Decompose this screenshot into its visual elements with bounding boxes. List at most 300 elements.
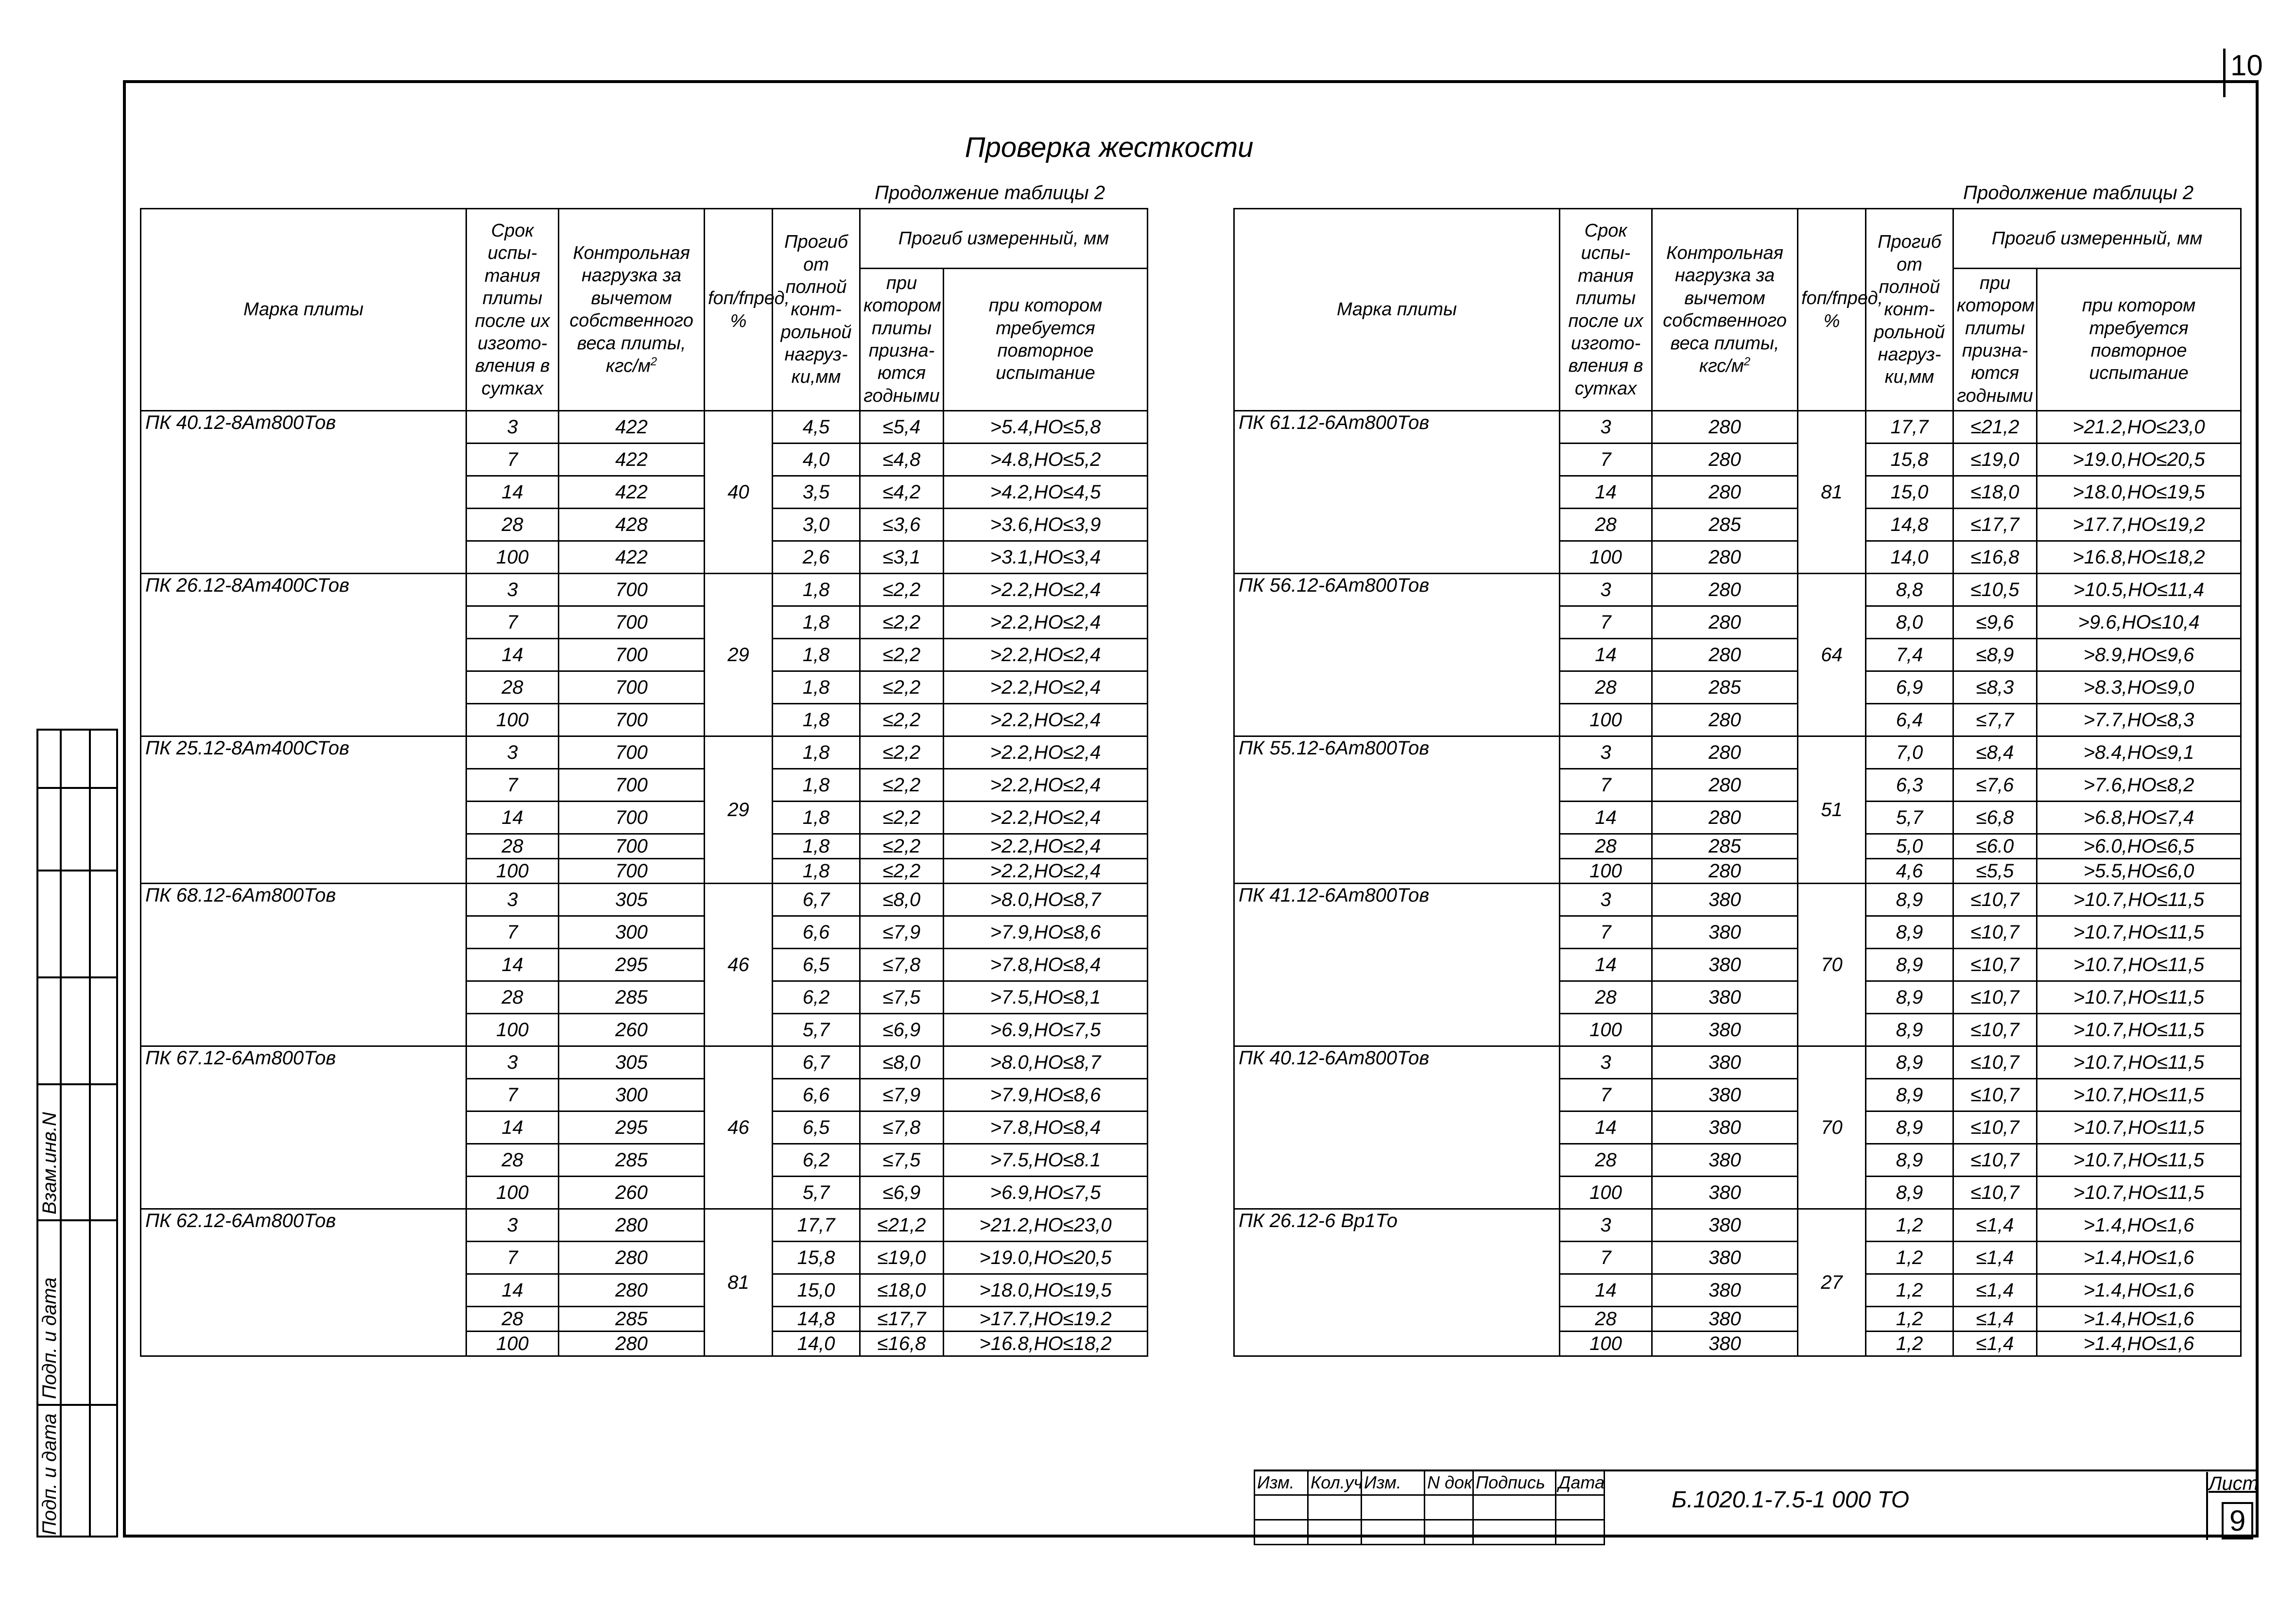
- cell-accepted: ≤4,2: [860, 476, 944, 509]
- table-row: [1234, 1046, 2241, 1079]
- cell-accepted: ≤19,0: [1953, 444, 2037, 476]
- cell-retest: >2.2,НО≤2,4: [944, 639, 1148, 671]
- side-stamp-vzam: Взам.инв.N: [39, 1112, 60, 1214]
- cell-retest: >4.2,НО≤4,5: [944, 476, 1148, 509]
- tb-empty: [1255, 1495, 1308, 1520]
- cell-accepted: ≤7,9: [860, 1079, 944, 1111]
- cell-deflection-full: 4,0: [773, 444, 860, 476]
- cell-load: 422: [559, 476, 705, 509]
- cell-retest: >1.4,НО≤1,6: [2037, 1307, 2241, 1332]
- cell-term: 14: [466, 1111, 559, 1144]
- cell-deflection-full: 14,0: [1866, 541, 1953, 574]
- cell-accepted: ≤10,7: [1953, 949, 2037, 981]
- cell-deflection-full: 6,6: [773, 1079, 860, 1111]
- tb-empty: [1425, 1520, 1473, 1545]
- cell-retest: >10.7,НО≤11,5: [2037, 1014, 2241, 1046]
- tb-col-ndok: N док: [1425, 1470, 1473, 1495]
- cell-deflection-full: 1,8: [773, 736, 860, 769]
- cell-load: 700: [559, 769, 705, 802]
- cell-ratio: 81: [1798, 411, 1866, 574]
- cell-deflection-full: 8,9: [1866, 884, 1953, 916]
- table-row: [1234, 411, 2241, 444]
- cell-accepted: ≤8,0: [860, 884, 944, 916]
- cell-accepted: ≤10,7: [1953, 1079, 2037, 1111]
- cell-deflection-full: 4,6: [1866, 859, 1953, 884]
- cell-term: 14: [1560, 1111, 1652, 1144]
- cell-accepted: ≤10,7: [1953, 1144, 2037, 1177]
- cell-load: 305: [559, 884, 705, 916]
- cell-retest: >7.9,НО≤8,6: [944, 916, 1148, 949]
- cell-accepted: ≤7,6: [1953, 769, 2037, 802]
- cell-retest: >1.4,НО≤1,6: [2037, 1209, 2241, 1242]
- cell-term: 14: [466, 639, 559, 671]
- cell-accepted: ≤6,9: [860, 1177, 944, 1209]
- cell-deflection-full: 8,9: [1866, 949, 1953, 981]
- cell-retest: >10.7,НО≤11,5: [2037, 884, 2241, 916]
- cell-load: 260: [559, 1177, 705, 1209]
- header-retest: при котором требуется повторное испытание: [2037, 269, 2241, 411]
- cell-term: 100: [1560, 541, 1652, 574]
- cell-deflection-full: 1,8: [773, 671, 860, 704]
- cell-ratio: 51: [1798, 736, 1866, 884]
- cell-term: 28: [1560, 671, 1652, 704]
- cell-term: 3: [1560, 1209, 1652, 1242]
- cell-deflection-full: 1,8: [773, 704, 860, 736]
- header-accepted: при котором плиты призна-ются годными: [1953, 269, 2037, 411]
- cell-retest: >6.8,НО≤7,4: [2037, 802, 2241, 834]
- cell-accepted: ≤2,2: [860, 704, 944, 736]
- cell-term: 7: [1560, 1079, 1652, 1111]
- tb-empty: [1473, 1520, 1556, 1545]
- tb-col-data: Дата: [1556, 1470, 1605, 1495]
- cell-retest: >7.8,НО≤8,4: [944, 949, 1148, 981]
- cell-accepted: ≤6,9: [860, 1014, 944, 1046]
- cell-deflection-full: 8,9: [1866, 1079, 1953, 1111]
- cell-ratio: 70: [1798, 1046, 1866, 1209]
- cell-accepted: ≤8,9: [1953, 639, 2037, 671]
- cell-accepted: ≤1,4: [1953, 1242, 2037, 1274]
- cell-accepted: ≤7,8: [860, 949, 944, 981]
- header-measured: Прогиб измеренный, мм: [1953, 209, 2241, 269]
- cell-load: 700: [559, 736, 705, 769]
- cell-load: 280: [1652, 859, 1798, 884]
- header-ratio: fоп/fпред, %: [705, 209, 773, 411]
- side-stamp-row-2: [36, 870, 118, 871]
- stiffness-table-right: [1233, 208, 2242, 1357]
- cell-deflection-full: 6,9: [1866, 671, 1953, 704]
- cell-accepted: ≤2,2: [860, 769, 944, 802]
- cell-retest: >8.0,НО≤8,7: [944, 1046, 1148, 1079]
- cell-term: 28: [466, 834, 559, 859]
- cell-mark: ПК 40.12-6Ат800Тов: [1234, 1046, 1560, 1209]
- cell-load: 380: [1652, 1014, 1798, 1046]
- header-measured: Прогиб измеренный, мм: [860, 209, 1148, 269]
- page-title-text: Проверка жесткости: [965, 132, 1254, 163]
- cell-deflection-full: 3,0: [773, 509, 860, 541]
- cell-deflection-full: 5,0: [1866, 834, 1953, 859]
- table-row: [141, 1046, 1148, 1079]
- cell-term: 100: [1560, 1177, 1652, 1209]
- cell-accepted: ≤5,4: [860, 411, 944, 444]
- cell-term: 3: [466, 1046, 559, 1079]
- cell-deflection-full: 4,5: [773, 411, 860, 444]
- cell-load: 428: [559, 509, 705, 541]
- header-load-sup: 2: [650, 355, 657, 368]
- cell-accepted: ≤1,4: [1953, 1307, 2037, 1332]
- cell-term: 100: [466, 1332, 559, 1356]
- cell-retest: >4.8,НО≤5,2: [944, 444, 1148, 476]
- cell-term: 100: [1560, 1014, 1652, 1046]
- header-load-sup: 2: [1744, 355, 1751, 368]
- cell-load: 300: [559, 1079, 705, 1111]
- cell-accepted: ≤2,2: [860, 574, 944, 606]
- header-load: [559, 209, 705, 411]
- cell-load: 700: [559, 802, 705, 834]
- cell-retest: >19.0,НО≤20,5: [944, 1242, 1148, 1274]
- tb-empty: [1308, 1520, 1362, 1545]
- cell-accepted: ≤10,5: [1953, 574, 2037, 606]
- cell-accepted: ≤18,0: [1953, 476, 2037, 509]
- cell-ratio: 27: [1798, 1209, 1866, 1356]
- cell-ratio: 29: [705, 574, 773, 736]
- cell-term: 28: [466, 509, 559, 541]
- cell-mark: ПК 26.12-8Ат400СТов: [141, 574, 466, 736]
- cell-ratio: 70: [1798, 884, 1866, 1046]
- header-deflection-full: Прогиб от полной конт-рольной нагруз-ки,мм: [1866, 209, 1953, 411]
- cell-load: 260: [559, 1014, 705, 1046]
- table-row: [1234, 884, 2241, 916]
- cell-load: 380: [1652, 1209, 1798, 1242]
- cell-accepted: ≤7,5: [860, 1144, 944, 1177]
- side-stamp-podp-1: Подп. и дата: [39, 1277, 60, 1399]
- cell-mark: ПК 56.12-6Ат800Тов: [1234, 574, 1560, 736]
- cell-load: 380: [1652, 1111, 1798, 1144]
- cell-accepted: ≤6,8: [1953, 802, 2037, 834]
- cell-accepted: ≤10,7: [1953, 1046, 2037, 1079]
- cell-ratio: 81: [705, 1209, 773, 1356]
- cell-accepted: ≤10,7: [1953, 981, 2037, 1014]
- cell-retest: >7.7,НО≤8,3: [2037, 704, 2241, 736]
- cell-term: 7: [1560, 769, 1652, 802]
- cell-load: 280: [1652, 802, 1798, 834]
- cell-mark: ПК 67.12-6Ат800Тов: [141, 1046, 466, 1209]
- cell-retest: >5.4,НО≤5,8: [944, 411, 1148, 444]
- table-row: [1234, 736, 2241, 769]
- document-code: Б.1020.1-7.5-1 000 ТО: [1672, 1487, 1910, 1513]
- cell-load: 280: [1652, 704, 1798, 736]
- tb-empty: [1556, 1520, 1605, 1545]
- cell-retest: >21.2,НО≤23,0: [944, 1209, 1148, 1242]
- header-mark: Марка плиты: [1234, 209, 1560, 411]
- cell-retest: >2.2,НО≤2,4: [944, 606, 1148, 639]
- cell-term: 28: [466, 671, 559, 704]
- table-row: [141, 736, 1148, 769]
- cell-accepted: ≤2,2: [860, 671, 944, 704]
- cell-term: 7: [466, 916, 559, 949]
- cell-deflection-full: 6,7: [773, 884, 860, 916]
- cell-retest: >19.0,НО≤20,5: [2037, 444, 2241, 476]
- cell-accepted: ≤2,2: [860, 802, 944, 834]
- cell-term: 7: [1560, 1242, 1652, 1274]
- cell-load: 285: [559, 1307, 705, 1332]
- side-stamp-divider-2: [89, 729, 91, 1538]
- cell-deflection-full: 6,2: [773, 981, 860, 1014]
- cell-retest: >8.4,НО≤9,1: [2037, 736, 2241, 769]
- cell-retest: >3.6,НО≤3,9: [944, 509, 1148, 541]
- table-row: [141, 411, 1148, 444]
- cell-retest: >9.6,НО≤10,4: [2037, 606, 2241, 639]
- cell-accepted: ≤21,2: [860, 1209, 944, 1242]
- cell-term: 14: [466, 949, 559, 981]
- cell-accepted: ≤8,3: [1953, 671, 2037, 704]
- cell-term: 7: [1560, 916, 1652, 949]
- cell-accepted: ≤16,8: [1953, 541, 2037, 574]
- cell-mark: ПК 26.12-6 Вр1То: [1234, 1209, 1560, 1356]
- sheet-number: 10: [2230, 49, 2263, 82]
- cell-retest: >10.7,НО≤11,5: [2037, 981, 2241, 1014]
- cell-term: 28: [1560, 1307, 1652, 1332]
- cell-term: 28: [1560, 1144, 1652, 1177]
- sheet-page-number: 9: [2222, 1502, 2253, 1539]
- cell-term: 28: [1560, 981, 1652, 1014]
- cell-term: 7: [466, 1242, 559, 1274]
- cell-deflection-full: 5,7: [773, 1014, 860, 1046]
- cell-load: 380: [1652, 1046, 1798, 1079]
- sheet-label: Лист: [2209, 1473, 2259, 1494]
- cell-retest: >8.3,НО≤9,0: [2037, 671, 2241, 704]
- cell-load: 280: [1652, 606, 1798, 639]
- title-block-grid: [1254, 1469, 1605, 1545]
- cell-deflection-full: 1,8: [773, 769, 860, 802]
- cell-accepted: ≤10,7: [1953, 1111, 2037, 1144]
- cell-deflection-full: 3,5: [773, 476, 860, 509]
- cell-term: 3: [466, 1209, 559, 1242]
- tb-col-izm-2: Изм.: [1362, 1470, 1425, 1495]
- cell-term: 100: [466, 1177, 559, 1209]
- cell-load: 280: [559, 1332, 705, 1356]
- cell-load: 280: [1652, 541, 1798, 574]
- cell-retest: >16.8,НО≤18,2: [2037, 541, 2241, 574]
- cell-accepted: ≤2,2: [860, 606, 944, 639]
- cell-term: 100: [466, 859, 559, 884]
- cell-retest: >17.7,НО≤19,2: [2037, 509, 2241, 541]
- cell-load: 280: [1652, 574, 1798, 606]
- cell-load: 700: [559, 859, 705, 884]
- side-stamp-podp-2: Подп. и дата: [39, 1413, 60, 1535]
- cell-accepted: ≤9,6: [1953, 606, 2037, 639]
- cell-load: 280: [559, 1209, 705, 1242]
- cell-deflection-full: 6,5: [773, 949, 860, 981]
- cell-deflection-full: 15,0: [1866, 476, 1953, 509]
- cell-deflection-full: 15,8: [1866, 444, 1953, 476]
- cell-accepted: ≤18,0: [860, 1274, 944, 1307]
- cell-deflection-full: 8,9: [1866, 1144, 1953, 1177]
- cell-term: 14: [1560, 639, 1652, 671]
- cell-term: 100: [1560, 859, 1652, 884]
- table-row: [1234, 574, 2241, 606]
- cell-term: 3: [1560, 574, 1652, 606]
- cell-deflection-full: 6,7: [773, 1046, 860, 1079]
- cell-deflection-full: 7,0: [1866, 736, 1953, 769]
- cell-deflection-full: 5,7: [773, 1177, 860, 1209]
- cell-retest: >1.4,НО≤1,6: [2037, 1274, 2241, 1307]
- cell-accepted: ≤17,7: [1953, 509, 2037, 541]
- cell-accepted: ≤7,8: [860, 1111, 944, 1144]
- cell-retest: >6.0,НО≤6,5: [2037, 834, 2241, 859]
- cell-retest: >7.6,НО≤8,2: [2037, 769, 2241, 802]
- cell-retest: >8.9,НО≤9,6: [2037, 639, 2241, 671]
- continuation-label-left: Продолжение таблицы 2: [875, 182, 1105, 204]
- cell-term: 3: [1560, 736, 1652, 769]
- cell-accepted: ≤10,7: [1953, 1177, 2037, 1209]
- cell-load: 295: [559, 949, 705, 981]
- cell-deflection-full: 14,8: [773, 1307, 860, 1332]
- cell-load: 422: [559, 541, 705, 574]
- cell-retest: >3.1,НО≤3,4: [944, 541, 1148, 574]
- header-deflection-full: Прогиб от полной конт-рольной нагруз-ки,мм: [773, 209, 860, 411]
- tb-empty: [1255, 1520, 1308, 1545]
- cell-load: 700: [559, 834, 705, 859]
- cell-deflection-full: 1,8: [773, 639, 860, 671]
- cell-deflection-full: 1,2: [1866, 1209, 1953, 1242]
- cell-retest: >6.9,НО≤7,5: [944, 1014, 1148, 1046]
- cell-deflection-full: 1,8: [773, 859, 860, 884]
- cell-load: 380: [1652, 1332, 1798, 1356]
- continuation-label-right: Продолжение таблицы 2: [1963, 182, 2194, 204]
- cell-retest: >18.0,НО≤19,5: [2037, 476, 2241, 509]
- side-stamp-row-5: [36, 1219, 118, 1221]
- header-term: Срок испы-тания плиты после их изгото-вления в сутках: [1560, 209, 1652, 411]
- cell-load: 380: [1652, 1274, 1798, 1307]
- cell-retest: >7.5,НО≤8,1: [944, 981, 1148, 1014]
- cell-mark: ПК 55.12-6Ат800Тов: [1234, 736, 1560, 884]
- cell-accepted: ≤10,7: [1953, 1014, 2037, 1046]
- cell-deflection-full: 14,0: [773, 1332, 860, 1356]
- cell-accepted: ≤1,4: [1953, 1274, 2037, 1307]
- cell-load: 280: [1652, 411, 1798, 444]
- cell-term: 28: [466, 1144, 559, 1177]
- cell-term: 7: [466, 769, 559, 802]
- cell-load: 280: [559, 1274, 705, 1307]
- cell-load: 700: [559, 574, 705, 606]
- cell-accepted: ≤8,0: [860, 1046, 944, 1079]
- cell-term: 14: [1560, 949, 1652, 981]
- cell-accepted: ≤3,6: [860, 509, 944, 541]
- cell-deflection-full: 6,3: [1866, 769, 1953, 802]
- cell-load: 380: [1652, 1242, 1798, 1274]
- cell-load: 380: [1652, 1144, 1798, 1177]
- cell-deflection-full: 1,2: [1866, 1307, 1953, 1332]
- cell-load: 700: [559, 704, 705, 736]
- cell-term: 7: [1560, 606, 1652, 639]
- header-load-text: Контрольная нагрузка за вычетом собственного веса плиты, кгс/м: [1663, 243, 1787, 376]
- table-body-right: [1234, 411, 2241, 1356]
- cell-accepted: ≤2,2: [860, 859, 944, 884]
- cell-term: 3: [466, 884, 559, 916]
- cell-load: 285: [1652, 509, 1798, 541]
- cell-deflection-full: 1,2: [1866, 1332, 1953, 1356]
- cell-mark: ПК 40.12-8Ат800Тов: [141, 411, 466, 574]
- cell-retest: >7.9,НО≤8,6: [944, 1079, 1148, 1111]
- cell-deflection-full: 6,6: [773, 916, 860, 949]
- header-ratio: fоп/fпред, %: [1798, 209, 1866, 411]
- cell-accepted: ≤7,9: [860, 916, 944, 949]
- cell-ratio: 46: [705, 884, 773, 1046]
- cell-load: 380: [1652, 981, 1798, 1014]
- cell-ratio: 40: [705, 411, 773, 574]
- cell-accepted: ≤2,2: [860, 736, 944, 769]
- cell-term: 7: [466, 1079, 559, 1111]
- cell-deflection-full: 8,9: [1866, 981, 1953, 1014]
- cell-load: 700: [559, 639, 705, 671]
- cell-retest: >18.0,НО≤19,5: [944, 1274, 1148, 1307]
- cell-deflection-full: 15,0: [773, 1274, 860, 1307]
- cell-retest: >10.7,НО≤11,5: [2037, 1144, 2241, 1177]
- cell-term: 7: [1560, 444, 1652, 476]
- cell-load: 380: [1652, 949, 1798, 981]
- cell-load: 285: [559, 981, 705, 1014]
- cell-accepted: ≤3,1: [860, 541, 944, 574]
- cell-term: 28: [1560, 834, 1652, 859]
- cell-load: 700: [559, 606, 705, 639]
- cell-term: 3: [1560, 884, 1652, 916]
- cell-deflection-full: 1,2: [1866, 1242, 1953, 1274]
- cell-term: 14: [1560, 1274, 1652, 1307]
- cell-retest: >7.8,НО≤8,4: [944, 1111, 1148, 1144]
- cell-deflection-full: 6,4: [1866, 704, 1953, 736]
- cell-retest: >8.0,НО≤8,7: [944, 884, 1148, 916]
- cell-term: 14: [466, 476, 559, 509]
- tb-empty: [1556, 1495, 1605, 1520]
- cell-deflection-full: 8,9: [1866, 1111, 1953, 1144]
- cell-accepted: ≤7,7: [1953, 704, 2037, 736]
- header-mark: Марка плиты: [141, 209, 466, 411]
- table-row: [141, 574, 1148, 606]
- cell-retest: >16.8,НО≤18,2: [944, 1332, 1148, 1356]
- cell-term: 100: [466, 704, 559, 736]
- table-body-left: [141, 411, 1148, 1356]
- cell-deflection-full: 8,9: [1866, 1014, 1953, 1046]
- cell-term: 100: [466, 1014, 559, 1046]
- header-retest: при котором требуется повторное испытание: [944, 269, 1148, 411]
- cell-load: 285: [1652, 834, 1798, 859]
- cell-load: 280: [1652, 639, 1798, 671]
- cell-retest: >1.4,НО≤1,6: [2037, 1332, 2241, 1356]
- tb-empty: [1362, 1495, 1425, 1520]
- cell-accepted: ≤2,2: [860, 834, 944, 859]
- cell-term: 7: [466, 444, 559, 476]
- cell-accepted: ≤21,2: [1953, 411, 2037, 444]
- cell-accepted: ≤8,4: [1953, 736, 2037, 769]
- tb-empty: [1362, 1520, 1425, 1545]
- cell-term: 28: [1560, 509, 1652, 541]
- cell-retest: >21.2,НО≤23,0: [2037, 411, 2241, 444]
- cell-retest: >7.5,НО≤8.1: [944, 1144, 1148, 1177]
- cell-deflection-full: 5,7: [1866, 802, 1953, 834]
- cell-load: 280: [559, 1242, 705, 1274]
- tb-col-izm: Изм.: [1255, 1470, 1308, 1495]
- cell-accepted: ≤10,7: [1953, 884, 2037, 916]
- cell-deflection-full: 1,8: [773, 606, 860, 639]
- cell-accepted: ≤4,8: [860, 444, 944, 476]
- cell-term: 14: [466, 802, 559, 834]
- cell-load: 280: [1652, 769, 1798, 802]
- cell-accepted: ≤2,2: [860, 639, 944, 671]
- cell-retest: >1.4,НО≤1,6: [2037, 1242, 2241, 1274]
- cell-deflection-full: 17,7: [1866, 411, 1953, 444]
- cell-term: 3: [466, 411, 559, 444]
- tb-empty: [1425, 1495, 1473, 1520]
